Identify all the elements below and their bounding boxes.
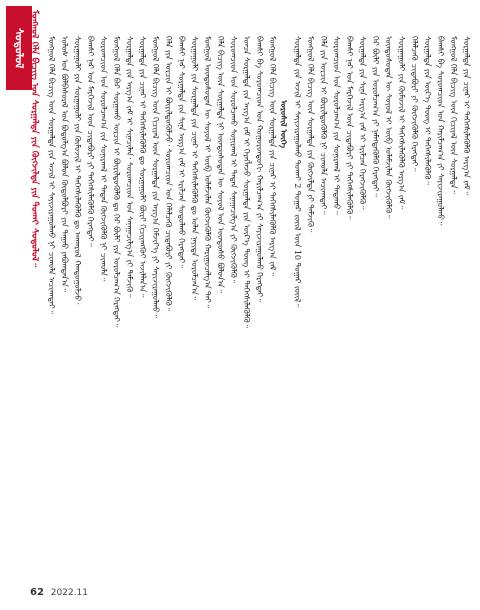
issue-date: 2022.11	[50, 588, 89, 598]
section-subtitle: ᠣᠷᠤᠰᠢᠯ ᠦᠭᠡ	[279, 100, 288, 149]
text-line: ᠮᠣᠩᠭᠣᠯ ᠬᠡᠯᠡ ᠪᠢᠴᠢᠭ ᠦᠨ ᠰᠤᠷᠭᠠᠯᠲᠠ ᠶᠢᠨ ᠬᠥᠭᠵᠢᠯᠲᠡ ᠶᠢ ᠳᠡᠮᠵᠢᠬᠦ᠃	[306, 36, 315, 233]
text-line: ᠰᠤᠷᠤᠭᠴᠢᠳ ᠤᠨ ᠰᠤᠷᠤᠯᠴᠠᠭ᠎ᠠ ᠶᠢᠨ ᠰᠣᠨᠢᠷᠬᠠᠯ ᠢ ᠲᠠᠲᠠᠬᠤ᠃	[332, 36, 341, 215]
text-line: ᠰᠤᠷᠭᠠᠯᠲᠠ ᠶᠢᠨ ᠦᠷ᠎ᠡ ᠳᠦᠩ ᠢ ᠳᠡᠭᠡᠭᠰᠢᠯᠡᠭᠦᠯᠬᠦ᠃	[423, 36, 432, 185]
text-line: ᠮᠣᠩᠭᠣᠯ ᠬᠡᠯᠡ ᠪᠡᠷ ᠰᠤᠷᠭᠠᠬᠤ ᠣᠷᠴᠢᠨ ᠢ ᠪᠦᠷᠢᠯᠳᠦᠭᠦᠯᠬᠦ ᠳᠤ ᠭᠡᠷ ᠪᠦᠯᠢ ᠶᠢᠨ ᠤᠷᠤᠯᠴᠠᠭ᠎ᠠ ᠬᠡᠷᠡᠭᠲᠡᠢ᠃	[112, 36, 121, 328]
text-line: ᠰᠤᠷᠭᠠᠯᠲᠠ ᠶᠢᠨ ᠠᠵᠢᠯ ᠢ ᠰᠠᠶᠢᠵᠢᠷᠠᠭᠤᠯᠬᠤ ᠲᠤᠬᠠᠢ 2 ᠳᠤᠭᠠᠷ ᠵᠦᠢᠯ ᠦᠨ 10 ᠳᠤᠭᠠᠷ ᠵᠦᠢᠯ᠃	[293, 36, 302, 308]
text-line: ᠮᠣᠩᠭᠣᠯ ᠬᠡᠯᠡ ᠪᠢᠴᠢᠭ ᠦᠨ ᠰᠤᠷᠭᠠᠯᠲᠠ ᠶᠢᠨ ᠠᠵᠢᠯ ᠢ ᠰᠠᠶᠢᠵᠢᠷᠠᠭᠤᠯᠬᠤ ᠨᠢ ᠴᠢᠬᠤᠯᠠ ᠠᠴᠢᠬᠠᠲᠠᠢ᠃	[47, 36, 56, 314]
text-line: ᠪᠠᠭᠰᠢ ᠪᠠ ᠰᠤᠷᠤᠭᠴᠢᠳ ᠤᠨ ᠬᠣᠭᠣᠷᠣᠨᠳᠣᠬᠢ ᠬᠠᠷᠢᠯᠴᠠᠭ᠎ᠠ ᠶᠢ ᠰᠠᠶᠢᠵᠢᠷᠠᠭᠤᠯᠬᠤ ᠬᠡᠷᠡᠭᠲᠡᠢ᠃	[255, 36, 264, 303]
text-line: ᠬᠡᠯᠡ ᠶᠢᠨ ᠣᠷᠴᠢᠨ ᠢ ᠪᠦᠷᠢᠯᠳᠦᠭᠦᠯᠬᠦ ᠨᠢ ᠴᠢᠬᠤᠯᠠ ᠠᠴᠢᠬᠠᠲᠠᠢ᠃	[319, 36, 328, 215]
text-line: ᠰᠤᠷᠭᠠᠭᠤᠯᠢ ᠶᠢᠨ ᠬᠦᠮᠦᠵᠢᠯ ᠢ ᠳᠡᠭᠡᠭᠰᠢᠯᠡᠭᠦᠯᠬᠦ ᠠᠷᠭ᠎ᠠ ᠵᠠᠮ᠃	[397, 36, 406, 210]
text-line: ᠮᠣᠩᠭᠣᠯ ᠬᠡᠯᠡ ᠪᠢᠴᠢᠭ ᠦᠨ ᠬᠢᠴᠢᠶᠡᠯ ᠦᠨ ᠰᠤᠷᠭᠠᠯᠲᠠ᠃	[449, 36, 458, 194]
text-line: ᠣᠨᠴᠠ ᠰᠤᠷᠭᠠᠯᠲᠠ ᠶᠢᠨ ᠠᠷᠭ᠎ᠠ ᠵᠠᠮ ᠢ ᠬᠡᠷᠡᠭᠯᠡᠵᠦ ᠰᠤᠷᠭᠠᠯᠲᠠ ᠶᠢᠨ ᠦᠷ᠎ᠡ ᠳᠦᠩ ᠢ ᠳᠡᠭᠡᠭᠰᠢᠯᠡᠭᠦᠯᠬᠦ᠃	[242, 36, 251, 328]
text-line: ᠪᠠᠭᠰᠢ ᠨᠠᠷ ᠤᠨ ᠮᠡᠷᠭᠡᠵᠢᠯ ᠦᠨ ᠴᠢᠳᠠᠪᠤᠷᠢ ᠶᠢ ᠳᠡᠭᠡᠭᠰᠢᠯᠡᠭᠦᠯᠬᠦ᠃	[345, 36, 354, 220]
page-number: 62	[30, 587, 44, 598]
text-line: ᠭᠡᠷ ᠪᠦᠯᠢ ᠶᠢᠨ ᠤᠷᠤᠯᠴᠠᠭ᠎ᠠ ᠶᠢ ᠨᠡᠮᠡᠭᠳᠡᠭᠦᠯᠬᠦ ᠬᠡᠷᠡᠭᠲᠡᠢ᠃	[371, 36, 380, 197]
text-line: ᠰᠤᠷᠤᠭᠴᠢᠳ ᠤᠨ ᠰᠤᠷᠤᠯᠴᠠᠭ᠎ᠠ ᠶᠢᠨ ᠰᠣᠨᠢᠷᠬᠠᠯ ᠢ ᠲᠠᠲᠠᠨ ᠬᠥᠭᠵᠢᠭᠦᠯᠬᠦ ᠨᠢ ᠴᠢᠬᠤᠯᠠ᠃	[99, 36, 108, 282]
page-footer	[30, 587, 88, 598]
text-line: ᠬᠡᠯᠡ ᠪᠢᠴᠢᠭ ᠦᠨ ᠰᠤᠷᠭᠠᠯᠲᠠ ᠨᠢ ᠦᠨᠳᠦᠰᠦᠲᠡᠨ ᠦ ᠰᠣᠶᠤᠯ ᠤᠨ ᠦᠨᠳᠦᠰᠦ ᠪᠣᠯᠤᠨ᠎ᠠ᠃	[216, 36, 225, 293]
text-line: ᠮᠣᠩᠭᠣᠯ ᠬᠡᠯᠡ ᠪᠢᠴᠢᠭ ᠦᠨ ᠰᠤᠷᠭᠠᠯᠲᠠ ᠶᠢᠨ ᠴᠢᠨᠠᠷ ᠢ ᠳᠡᠭᠡᠭᠰᠢᠯᠡᠭᠦᠯᠬᠦ ᠠᠷᠭ᠎ᠠ ᠵᠠᠮ᠃	[268, 36, 277, 276]
text-line: ᠦᠨᠳᠦᠰᠦᠲᠡᠨ ᠦ ᠰᠣᠶᠤᠯ ᠢ ᠥᠪ ᠤᠯᠠᠮᠵᠢᠯᠠᠨ ᠬᠥᠭᠵᠢᠭᠦᠯᠬᠦ᠃	[384, 36, 393, 219]
text-line: ᠬᠡᠯᠡᠯᠴᠡᠬᠦ ᠴᠢᠳᠠᠪᠤᠷᠢ ᠶᠢ ᠬᠥᠭᠵᠢᠭᠦᠯᠬᠦ ᠬᠡᠷᠡᠭᠲᠡᠢ᠃	[410, 36, 419, 172]
text-line: ᠪᠠᠭᠰᠢ ᠪᠠ ᠰᠤᠷᠤᠭᠴᠢᠳ ᠤᠨ ᠬᠠᠷᠢᠯᠴᠠᠭ᠎ᠠ ᠶᠢ ᠰᠠᠶᠢᠵᠢᠷᠠᠭᠤᠯᠬᠤ᠃	[436, 36, 445, 226]
text-line: ᠰᠤᠷᠭᠠᠯᠲᠠ ᠶᠢᠨ ᠠᠷᠭ᠎ᠠ ᠵᠠᠮ ᠢ ᠰᠢᠨᠡᠴᠢᠯᠡᠨ᠂ ᠰᠤᠷᠤᠭᠴᠢᠳ ᠤᠨ ᠰᠠᠨᠠᠭᠠᠴᠢᠯᠭ᠎ᠠ ᠶᠢ ᠳᠡᠮᠵᠢᠬᠦ᠃	[125, 36, 134, 298]
text-line: ᠪᠠᠭᠰᠢ ᠨᠠᠷ ᠰᠤᠷᠭᠠᠯᠲᠠ ᠶᠢᠨ ᠰᠢᠨᠡ ᠠᠷᠭ᠎ᠠ ᠵᠠᠮ ᠢ ᠡᠷᠢᠯᠴᠡᠨ ᠰᠤᠳᠤᠯᠬᠤ ᠬᠡᠷᠡᠭᠲᠡᠢ᠃	[177, 36, 186, 269]
text-line: ᠬᠡᠯᠡ ᠶᠢᠨ ᠣᠷᠴᠢᠨ ᠢ ᠪᠦᠷᠢᠯᠳᠦᠭᠦᠯᠵᠦ᠂ ᠰᠤᠷᠤᠭᠴᠢᠳ ᠤᠨ ᠬᠡᠯᠡᠯᠴᠡᠬᠦ ᠴᠢᠳᠠᠪᠤᠷᠢ ᠶᠢ ᠬᠥᠭᠵᠢᠭᠦᠯᠬᠦ᠃	[164, 36, 173, 312]
text-line: ᠮᠣᠩᠭᠣᠯ ᠬᠡᠯᠡ ᠪᠢᠴᠢᠭ ᠦᠨ ᠬᠢᠴᠢᠶᠡᠯ ᠦᠨ ᠰᠤᠷᠭᠠᠯᠲᠠ ᠶᠢᠨ ᠠᠷᠭ᠎ᠠ ᠬᠡᠮᠵᠢᠶ᠎ᠡ ᠶᠢ ᠰᠠᠶᠢᠵᠢᠷᠠᠭᠤᠯᠬᠤ᠃	[151, 36, 160, 319]
text-line: ᠰᠤᠷᠭᠠᠯᠲᠠ ᠶᠢᠨ ᠴᠢᠨᠠᠷ ᠢ ᠳᠡᠭᠡᠭᠰᠢᠯᠡᠭᠦᠯᠬᠦ ᠠᠷᠭ᠎ᠠ ᠵᠠᠮ᠃	[462, 36, 471, 195]
text-line: ᠰᠤᠷᠭᠠᠯᠲᠠ ᠶᠢᠨ ᠴᠢᠨᠠᠷ ᠢ ᠳᠡᠭᠡᠭᠰᠢᠯᠡᠭᠦᠯᠬᠦ ᠳᠤ ᠰᠤᠷᠭᠠᠭᠤᠯᠢ ᠪᠦᠷᠢ ᠬᠢᠴᠢᠶᠡᠩᠭᠦᠢ ᠠᠵᠢᠯᠯᠠᠨ᠎ᠠ᠃	[138, 36, 147, 298]
text-line: ᠮᠣᠩᠭᠣᠯ ᠦᠨᠳᠦᠰᠦᠲᠡᠨ ᠦ ᠰᠣᠶᠤᠯ ᠢ ᠥᠪ ᠤᠯᠠᠮᠵᠢᠯᠠᠨ ᠬᠥᠭᠵᠢᠭᠦᠯᠬᠦ ᠬᠠᠷᠢᠭᠤᠴᠠᠯᠭ᠎ᠠ ᠲᠠᠢ᠃	[203, 36, 212, 309]
section-badge-label: ᠰᠤᠳᠤᠯᠤᠯ	[12, 27, 26, 69]
text-line: ᠰᠤᠷᠭᠠᠭᠤᠯᠢ ᠶᠢᠨ ᠰᠤᠷᠭᠠᠯᠲᠠ ᠶᠢᠨ ᠴᠢᠨᠠᠷ ᠢ ᠳᠡᠭᠡᠭᠰᠢᠯᠡᠭᠦᠯᠬᠦ ᠳᠤ ᠣᠯᠠᠨ ᠨᠡᠶᠢᠲᠡ ᠣᠷᠤᠯᠴᠠᠨ᠎ᠠ᠃	[190, 36, 199, 301]
text-line: ᠰᠤᠷᠭᠠᠭᠤᠯᠢ ᠶᠢᠨ ᠰᠤᠷᠭᠠᠭᠤᠯᠢ ᠶᠢᠨ ᠬᠦᠮᠦᠵᠢᠯ ᠢ ᠳᠡᠭᠡᠭᠰᠢᠯᠡᠭᠦᠯᠬᠦ ᠳᠤ ᠠᠨᠬᠠᠷᠤᠯ ᠬᠠᠨᠳᠤᠭᠤᠯᠵᠤ᠂	[73, 36, 82, 305]
text-line: ᠤᠯᠤᠰ ᠤᠨ ᠪᠣᠯᠪᠠᠰᠤᠷᠠᠯ ᠤᠨ ᠪᠣᠳᠤᠯᠭ᠎ᠠ ᠪᠣᠯᠤᠨ ᠬᠥᠲᠦᠯᠪᠦᠷᠢ ᠶᠢᠨ ᠳᠠᠭᠠᠤ ᠶᠠᠪᠤᠭᠳᠠᠨ᠎ᠠ᠃	[60, 36, 69, 293]
text-line: ᠪᠠᠭᠰᠢ ᠨᠠᠷ ᠤᠨ ᠮᠡᠷᠭᠡᠵᠢᠯ ᠦᠨ ᠴᠢᠳᠠᠪᠤᠷᠢ ᠶᠢ ᠳᠡᠭᠡᠭᠰᠢᠯᠡᠭᠦᠯᠬᠦ ᠬᠡᠷᠡᠭᠲᠡᠢ᠃	[86, 36, 95, 247]
text-line: ᠰᠤᠷᠤᠭᠴᠢᠳ ᠤᠨ ᠰᠤᠷᠤᠯᠴᠠᠬᠤ ᠰᠣᠨᠢᠷᠬᠠᠯ ᠢ ᠲᠠᠲᠠᠨ ᠰᠠᠨᠠᠭᠠᠴᠢᠯᠭ᠎ᠠ ᠶᠢ ᠬᠥᠭᠵᠢᠭᠦᠯᠬᠦ᠃	[229, 36, 238, 284]
text-line: ᠰᠤᠷᠭᠠᠯᠲᠠ ᠶᠢᠨ ᠰᠢᠨᠡ ᠠᠷᠭ᠎ᠠ ᠵᠠᠮ ᠢ ᠡᠷᠢᠯᠴᠡᠨ ᠬᠡᠷᠡᠭᠵᠢᠭᠦᠯᠬᠦ᠃	[358, 36, 367, 210]
right-text-column	[292, 36, 471, 542]
left-text-column	[46, 36, 277, 542]
article-title: ᠮᠣᠩᠭᠣᠯ ᠬᠡᠯᠡ ᠪᠢᠴᠢᠭ ᠤᠨ ᠰᠤᠷᠭᠠᠯᠲᠠ ᠶᠢᠨ ᠬᠥᠭᠵᠢᠯᠲᠡ ᠶᠢᠨ ᠲᠤᠬᠠᠢ ᠰᠤᠳᠤᠯᠤᠯ᠃	[29, 10, 39, 268]
